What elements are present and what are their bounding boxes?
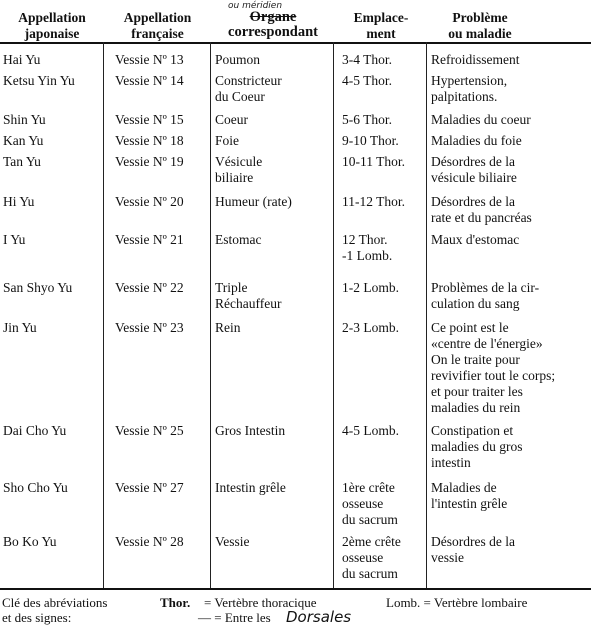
footer-handwritten-dorsales: Dorsales [286,608,352,626]
footer-key-label: Clé des abréviations et des signes: [2,595,108,625]
french-name-cell: Vessie Nº 15 [115,112,184,127]
location-cell: 2-3 Lomb. [342,320,399,335]
french-name-cell: Vessie Nº 27 [115,480,184,495]
problem-cell: Problèmes de la cir- culation du sang [431,280,540,311]
footer-lomb-definition: Lomb. = Vertèbre lombaire [386,595,528,610]
location-cell: 12 Thor. -1 Lomb. [342,232,393,263]
japanese-name-cell: Sho Cho Yu [3,480,68,495]
header-handwritten-meridian: ou méridien [228,1,283,11]
location-cell: 11-12 Thor. [342,194,405,209]
japanese-name-cell: Bo Ko Yu [3,534,57,549]
organ-cell: Constricteur du Coeur [215,73,282,104]
organ-cell: Vessie [215,534,250,549]
japanese-name-cell: Kan Yu [3,133,44,148]
problem-cell: Hypertension, palpitations. [431,73,508,104]
location-cell: 5-6 Thor. [342,112,392,127]
organ-cell: Rein [215,320,241,335]
french-name-cell: Vessie Nº 28 [115,534,184,549]
location-cell: 2ème crête osseuse du sacrum [342,534,401,581]
french-name-cell: Vessie Nº 20 [115,194,184,209]
french-name-cell: Vessie Nº 13 [115,52,184,67]
organ-cell: Poumon [215,52,261,67]
footer-thor-abbr: Thor. [160,595,191,610]
organ-cell: Humeur (rate) [215,194,292,209]
organ-cell: Intestin grêle [215,480,286,495]
problem-cell: Désordres de la rate et du pancréas [431,194,532,225]
organ-cell: Coeur [215,112,248,127]
japanese-name-cell: Shin Yu [3,112,46,127]
japanese-name-cell: Hai Yu [3,52,41,67]
location-cell: 1-2 Lomb. [342,280,399,295]
column-divider [103,42,104,589]
location-cell: 10-11 Thor. [342,154,405,169]
japanese-name-cell: Tan Yu [3,154,41,169]
column-divider [426,42,427,589]
japanese-name-cell: San Shyo Yu [3,280,73,295]
french-name-cell: Vessie Nº 25 [115,423,184,438]
organ-cell: Gros Intestin [215,423,286,438]
french-name-cell: Vessie Nº 23 [115,320,184,335]
french-name-cell: Vessie Nº 22 [115,280,184,295]
french-name-cell: Vessie Nº 21 [115,232,184,247]
organ-cell: Triple Réchauffeur [215,280,282,311]
location-cell: 4-5 Thor. [342,73,392,88]
japanese-name-cell: Dai Cho Yu [3,423,67,438]
problem-cell: Ce point est le «centre de l'énergie» On le traite pour revivifier tout le corps; et pour traiter les maladies du rein [431,320,556,415]
problem-cell: Maux d'estomac [431,232,520,247]
location-cell: 9-10 Thor. [342,133,399,148]
organ-cell: Vésicule biliaire [215,154,263,185]
header-corresponding: correspondant [228,24,318,40]
header-struck-organ: Organe [249,9,297,25]
footer-dash-definition: — = Entre les [198,610,271,625]
problem-cell: Refroidissement [431,52,520,67]
footer-rule [0,588,591,590]
french-name-cell: Vessie Nº 19 [115,154,184,169]
japanese-name-cell: Jin Yu [3,320,37,335]
location-cell: 1ère crête osseuse du sacrum [342,480,398,527]
column-divider [333,42,334,589]
problem-cell: Maladies du coeur [431,112,531,127]
header-location: Emplace- ment [353,10,409,41]
problem-cell: Maladies de l'intestin grêle [431,480,508,511]
header-rule [0,42,591,44]
organ-cell: Foie [215,133,240,148]
location-cell: 4-5 Lomb. [342,423,399,438]
japanese-name-cell: I Yu [3,232,26,247]
footer-thor-definition: = Vertèbre thoracique [204,595,317,610]
location-cell: 3-4 Thor. [342,52,392,67]
header-problem: Problème ou maladie [448,10,512,41]
header-japanese-name: Appellation japonaise [18,10,86,41]
column-divider [210,42,211,589]
japanese-name-cell: Ketsu Yin Yu [3,73,75,88]
problem-cell: Maladies du foie [431,133,522,148]
problem-cell: Désordres de la vésicule biliaire [431,154,517,185]
french-name-cell: Vessie Nº 14 [115,73,184,88]
header-french-name: Appellation française [123,10,192,41]
problem-cell: Constipation et maladies du gros intestin [431,423,523,470]
japanese-name-cell: Hi Yu [3,194,35,209]
problem-cell: Désordres de la vessie [431,534,515,565]
french-name-cell: Vessie Nº 18 [115,133,184,148]
organ-cell: Estomac [215,232,262,247]
